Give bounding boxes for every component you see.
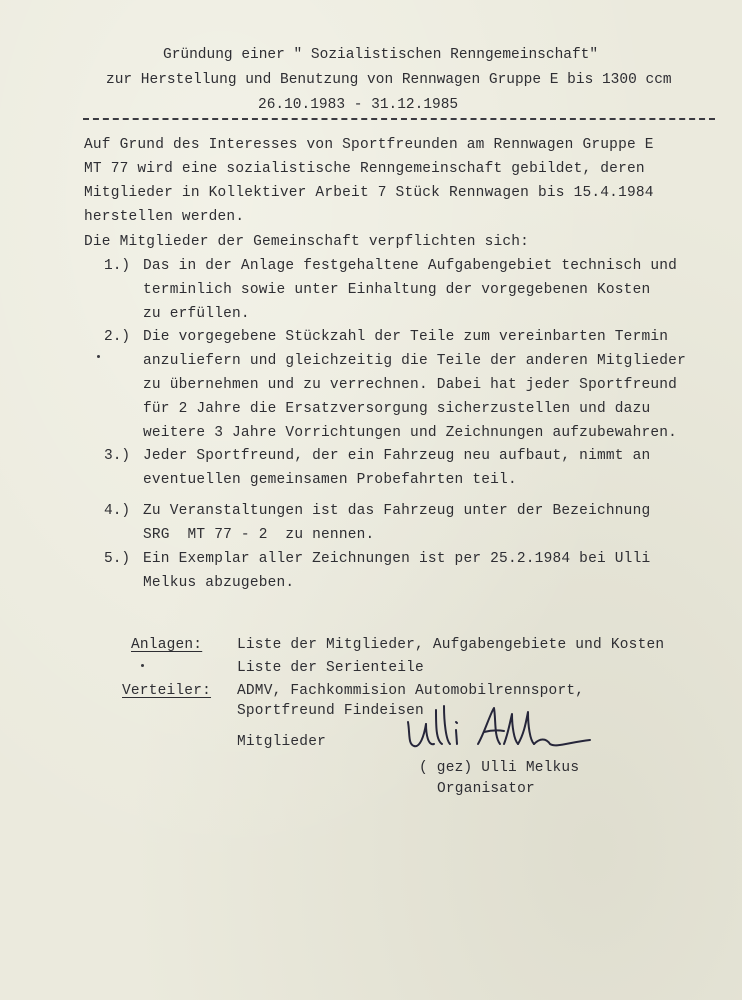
- paper-speck: [97, 355, 100, 358]
- intro-line: herstellen werden.: [84, 209, 245, 225]
- item-line: zu übernehmen und zu verrechnen. Dabei hat jeder Sportfreund: [143, 377, 678, 393]
- intro-line: Mitglieder in Kollektiver Arbeit 7 Stück Rennwagen bis 15.4.1984: [84, 185, 654, 201]
- intro-line: MT 77 wird eine sozialistische Renngemeinschaft gebildet, deren: [84, 161, 645, 177]
- distribution-label: Verteiler:: [122, 683, 212, 699]
- distribution-line: Mitglieder: [237, 734, 327, 750]
- item-line: Ein Exemplar aller Zeichnungen ist per 25.2.1984 bei Ulli: [143, 551, 651, 567]
- item-number: 2.): [104, 329, 131, 345]
- title-line-1: Gründung einer " Sozialistischen Renngemeinschaft": [163, 47, 599, 63]
- date-range: 26.10.1983 - 31.12.1985: [258, 97, 459, 113]
- item-line: für 2 Jahre die Ersatzversorgung sicherzustellen und dazu: [143, 401, 651, 417]
- item-line: anzuliefern und gleichzeitig die Teile der anderen Mitglieder: [143, 353, 686, 369]
- divider-rule: [83, 118, 715, 120]
- attachment-line: Liste der Mitglieder, Aufgabengebiete und Kosten: [237, 637, 665, 653]
- item-line: Die vorgegebene Stückzahl der Teile zum vereinbarten Termin: [143, 329, 669, 345]
- item-number: 5.): [104, 551, 131, 567]
- item-line: Das in der Anlage festgehaltene Aufgabengebiet technisch und: [143, 258, 678, 274]
- item-number: 3.): [104, 448, 131, 464]
- item-line: SRG MT 77 - 2 zu nennen.: [143, 527, 375, 543]
- item-line: Zu Veranstaltungen ist das Fahrzeug unter der Bezeichnung: [143, 503, 651, 519]
- paper-speck: [141, 664, 144, 667]
- item-line: Jeder Sportfreund, der ein Fahrzeug neu aufbaut, nimmt an: [143, 448, 651, 464]
- intro-line: Auf Grund des Interesses von Sportfreunden am Rennwagen Gruppe E: [84, 137, 654, 153]
- attachment-line: Liste der Serienteile: [237, 660, 424, 676]
- title-line-2: zur Herstellung und Benutzung von Rennwagen Gruppe E bis 1300 ccm: [106, 72, 672, 88]
- handwritten-signature: [400, 700, 600, 760]
- attachments-label: Anlagen:: [131, 637, 203, 653]
- signature-name: ( gez) Ulli Melkus: [419, 760, 580, 776]
- item-line: zu erfüllen.: [143, 306, 250, 322]
- item-line: eventuellen gemeinsamen Probefahrten teil.: [143, 472, 517, 488]
- item-line: Melkus abzugeben.: [143, 575, 295, 591]
- item-line: terminlich sowie unter Einhaltung der vorgegebenen Kosten: [143, 282, 651, 298]
- signature-role: Organisator: [437, 781, 535, 797]
- distribution-line: ADMV, Fachkommision Automobilrennsport,: [237, 683, 585, 699]
- item-line: weitere 3 Jahre Vorrichtungen und Zeichnungen aufzubewahren.: [143, 425, 678, 441]
- item-number: 1.): [104, 258, 131, 274]
- obligation-heading: Die Mitglieder der Gemeinschaft verpflichten sich:: [84, 234, 530, 250]
- item-number: 4.): [104, 503, 131, 519]
- distribution-line: Sportfreund Findeisen: [237, 703, 424, 719]
